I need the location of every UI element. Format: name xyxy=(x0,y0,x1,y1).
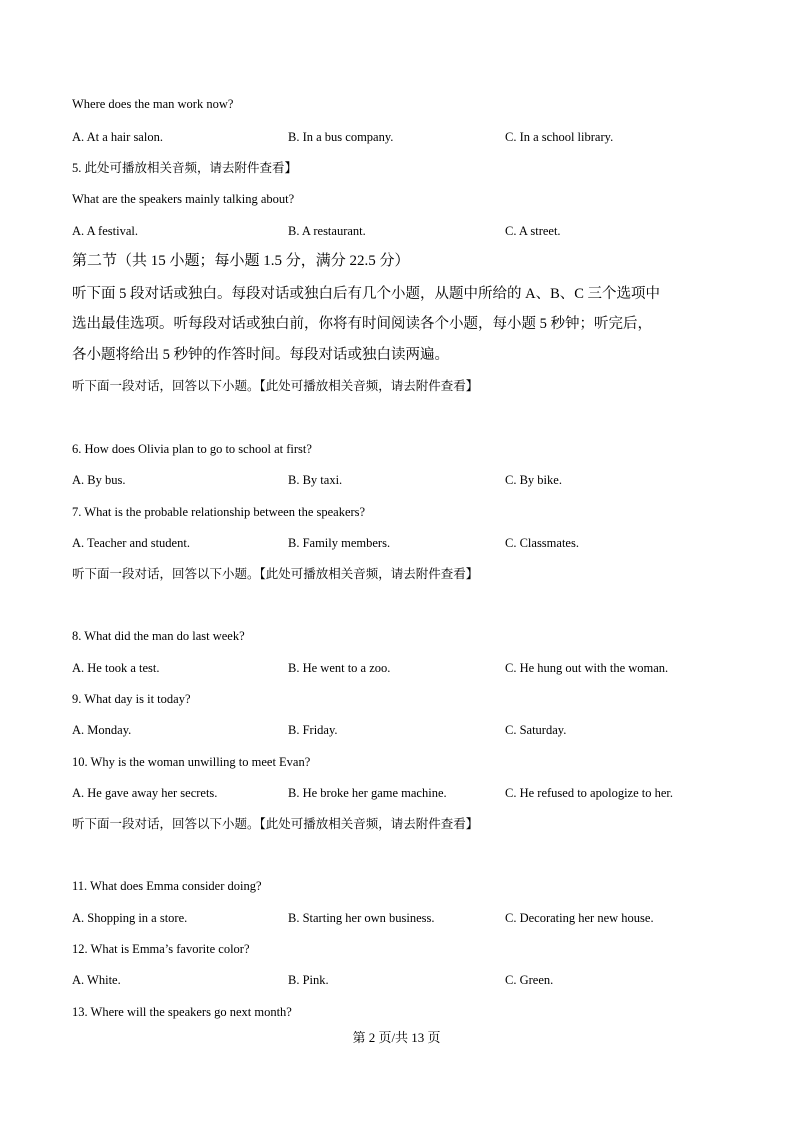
question-11-text: 11. What does Emma consider doing? xyxy=(72,879,262,893)
question-8-option-a: A. He took a test. xyxy=(72,661,160,675)
question-12-option-b: B. Pink. xyxy=(288,973,329,987)
question-8-option-b: B. He went to a zoo. xyxy=(288,661,391,675)
question-10-option-c: C. He refused to apologize to her. xyxy=(505,786,674,800)
question-11-option-a: A. Shopping in a store. xyxy=(72,911,188,925)
section-2-instructions-line-1: 听下面 5 段对话或独白。每段对话或独白后有几个小题，从题中所给的 A、B、C 三个选项中 xyxy=(72,286,661,302)
question-5-option-c: C. A street. xyxy=(505,224,561,238)
listen-prompt-1: 听下面一段对话，回答以下小题。【此处可播放相关音频，请去附件查看】 xyxy=(72,379,479,393)
question-11-option-c: C. Decorating her new house. xyxy=(505,911,654,925)
question-7-text: 7. What is the probable relationship between the speakers? xyxy=(72,505,366,519)
question-6-option-c: C. By bike. xyxy=(505,473,562,487)
page-number-footer: 第 2 页/共 13 页 xyxy=(352,1030,441,1045)
question-9-option-a: A. Monday. xyxy=(72,723,132,737)
question-10-text: 10. Why is the woman unwilling to meet Evan? xyxy=(72,755,311,769)
question-12-option-a: A. White. xyxy=(72,973,121,987)
question-7-option-b: B. Family members. xyxy=(288,536,391,550)
question-8-option-c: C. He hung out with the woman. xyxy=(505,661,669,675)
section-2-instructions-line-3: 各小题将给出 5 秒钟的作答时间。每段对话或独白读两遍。 xyxy=(72,347,449,363)
question-4-option-a: A. At a hair salon. xyxy=(72,130,163,144)
question-11-option-b: B. Starting her own business. xyxy=(288,911,435,925)
question-8-text: 8. What did the man do last week? xyxy=(72,629,245,643)
question-13-text: 13. Where will the speakers go next month? xyxy=(72,1005,292,1019)
section-2-instructions-line-2: 选出最佳选项。听每段对话或独白前，你将有时间阅读各个小题，每小题 5 秒钟；听完后， xyxy=(72,316,652,332)
question-5-audio-label: 5. 此处可播放相关音频，请去附件查看】 xyxy=(72,161,298,175)
question-12-text: 12. What is Emma’s favorite color? xyxy=(72,942,250,956)
listen-prompt-2: 听下面一段对话，回答以下小题。【此处可播放相关音频，请去附件查看】 xyxy=(72,567,479,581)
question-5-option-b: B. A restaurant. xyxy=(288,224,366,238)
section-2-heading: 第二节（共 15 小题；每小题 1.5 分，满分 22.5 分） xyxy=(72,253,410,269)
question-7-option-a: A. Teacher and student. xyxy=(72,536,190,550)
listen-prompt-3: 听下面一段对话，回答以下小题。【此处可播放相关音频，请去附件查看】 xyxy=(72,817,479,831)
question-9-option-b: B. Friday. xyxy=(288,723,338,737)
question-5-text: What are the speakers mainly talking about? xyxy=(72,192,295,206)
question-7-option-c: C. Classmates. xyxy=(505,536,579,550)
question-10-option-b: B. He broke her game machine. xyxy=(288,786,447,800)
question-5-option-a: A. A festival. xyxy=(72,224,138,238)
question-9-text: 9. What day is it today? xyxy=(72,692,191,706)
question-9-option-c: C. Saturday. xyxy=(505,723,567,737)
question-10-option-a: A. He gave away her secrets. xyxy=(72,786,218,800)
question-4-option-b: B. In a bus company. xyxy=(288,130,394,144)
question-4-option-c: C. In a school library. xyxy=(505,130,614,144)
question-6-text: 6. How does Olivia plan to go to school at first? xyxy=(72,442,312,456)
question-4-text: Where does the man work now? xyxy=(72,97,234,111)
question-6-option-b: B. By taxi. xyxy=(288,473,343,487)
question-6-option-a: A. By bus. xyxy=(72,473,126,487)
question-12-option-c: C. Green. xyxy=(505,973,554,987)
